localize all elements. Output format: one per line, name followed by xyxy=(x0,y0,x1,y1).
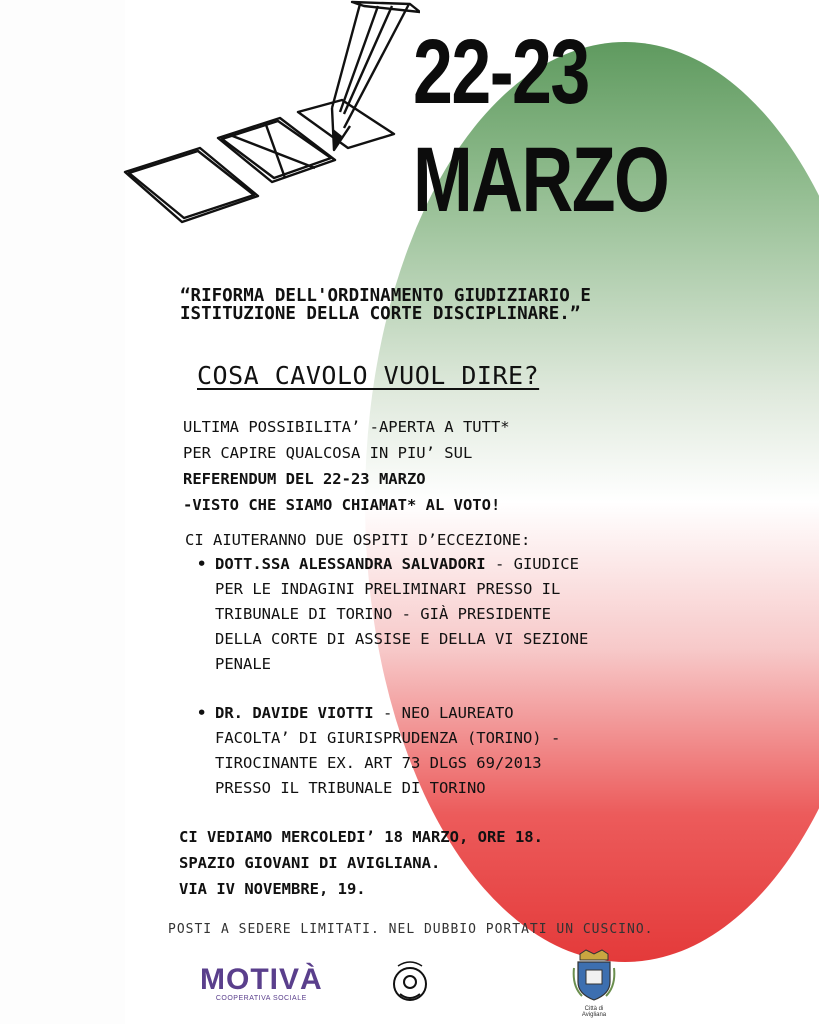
event-date xyxy=(413,18,669,234)
seating-note: POSTI A SEDERE LIMITATI. NEL DUBBIO PORTATI UN CUSCINO. xyxy=(168,922,654,937)
guests-heading: CI AIUTERANNO DUE OSPITI D’ECCEZIONE: xyxy=(185,531,531,549)
guest-role: - GIUDICE xyxy=(485,555,579,573)
spazio-giovani-logo xyxy=(390,958,430,1006)
intro-line: ULTIMA POSSIBILITA’ -APERTA A TUTT* xyxy=(183,418,510,436)
meeting-time: CI VEDIAMO MERCOLEDI’ 18 MARZO, ORE 18. xyxy=(179,828,543,846)
date-days: 22-23 xyxy=(413,21,589,123)
intro-paragraph xyxy=(183,414,510,518)
guest-description: PRESSO IL TRIBUNALE DI TORINO xyxy=(215,779,486,797)
guest-item xyxy=(197,552,588,677)
motiva-subtitle: COOPERATIVA SOCIALE xyxy=(215,995,307,1002)
avigliana-crest xyxy=(572,948,616,1018)
guest-description: DELLA CORTE DI ASSISE E DELLA VI SEZIONE xyxy=(215,630,589,648)
guest-description: PENALE xyxy=(215,655,271,673)
guest-description: TIROCINANTE EX. ART 73 DLGS 69/2013 xyxy=(215,754,542,772)
guest-role: - NEO LAUREATO xyxy=(373,704,514,722)
ballot-pencil-illustration xyxy=(120,0,420,240)
left-margin xyxy=(0,0,125,1024)
guest-description: TRIBUNALE DI TORINO - GIÀ PRESIDENTE xyxy=(215,605,551,623)
intro-line: REFERENDUM DEL 22-23 MARZO xyxy=(183,470,426,488)
question-heading: COSA CAVOLO VUOL DIRE? xyxy=(197,361,540,390)
intro-line: PER CAPIRE QUALCOSA IN PIU’ SUL xyxy=(183,444,473,462)
guest-name: DOTT.SSA ALESSANDRA SALVADORI xyxy=(215,555,486,573)
referendum-title: “RIFORMA DELL'ORDINAMENTO GIUDIZIARIO E ISTITUZIONE DELLA CORTE DISCIPLINARE.” xyxy=(180,286,591,324)
pencil xyxy=(352,2,420,12)
guest-description: FACOLTA’ DI GIURISPRUDENZA (TORINO) - xyxy=(215,729,561,747)
motiva-wordmark: MOTIVÀ xyxy=(200,963,323,996)
crest-caption: Città di Avigliana xyxy=(581,1006,607,1018)
guest-list xyxy=(197,552,588,801)
intro-line: -VISTO CHE SIAMO CHIAMAT* AL VOTO! xyxy=(183,496,501,514)
date-month: MARZO xyxy=(413,129,669,231)
meeting-address: VIA IV NOVEMBRE, 19. xyxy=(179,880,366,898)
bullet-icon: • xyxy=(197,555,207,573)
guest-item xyxy=(197,701,588,801)
motiva-logo xyxy=(200,965,323,1002)
crest-icon xyxy=(572,948,616,1002)
meeting-details xyxy=(179,824,543,902)
meeting-place: SPAZIO GIOVANI DI AVIGLIANA. xyxy=(179,854,441,872)
guest-name: DR. DAVIDE VIOTTI xyxy=(215,704,374,722)
guest-description: PER LE INDAGINI PRELIMINARI PRESSO IL xyxy=(215,580,561,598)
bullet-icon: • xyxy=(197,704,207,722)
